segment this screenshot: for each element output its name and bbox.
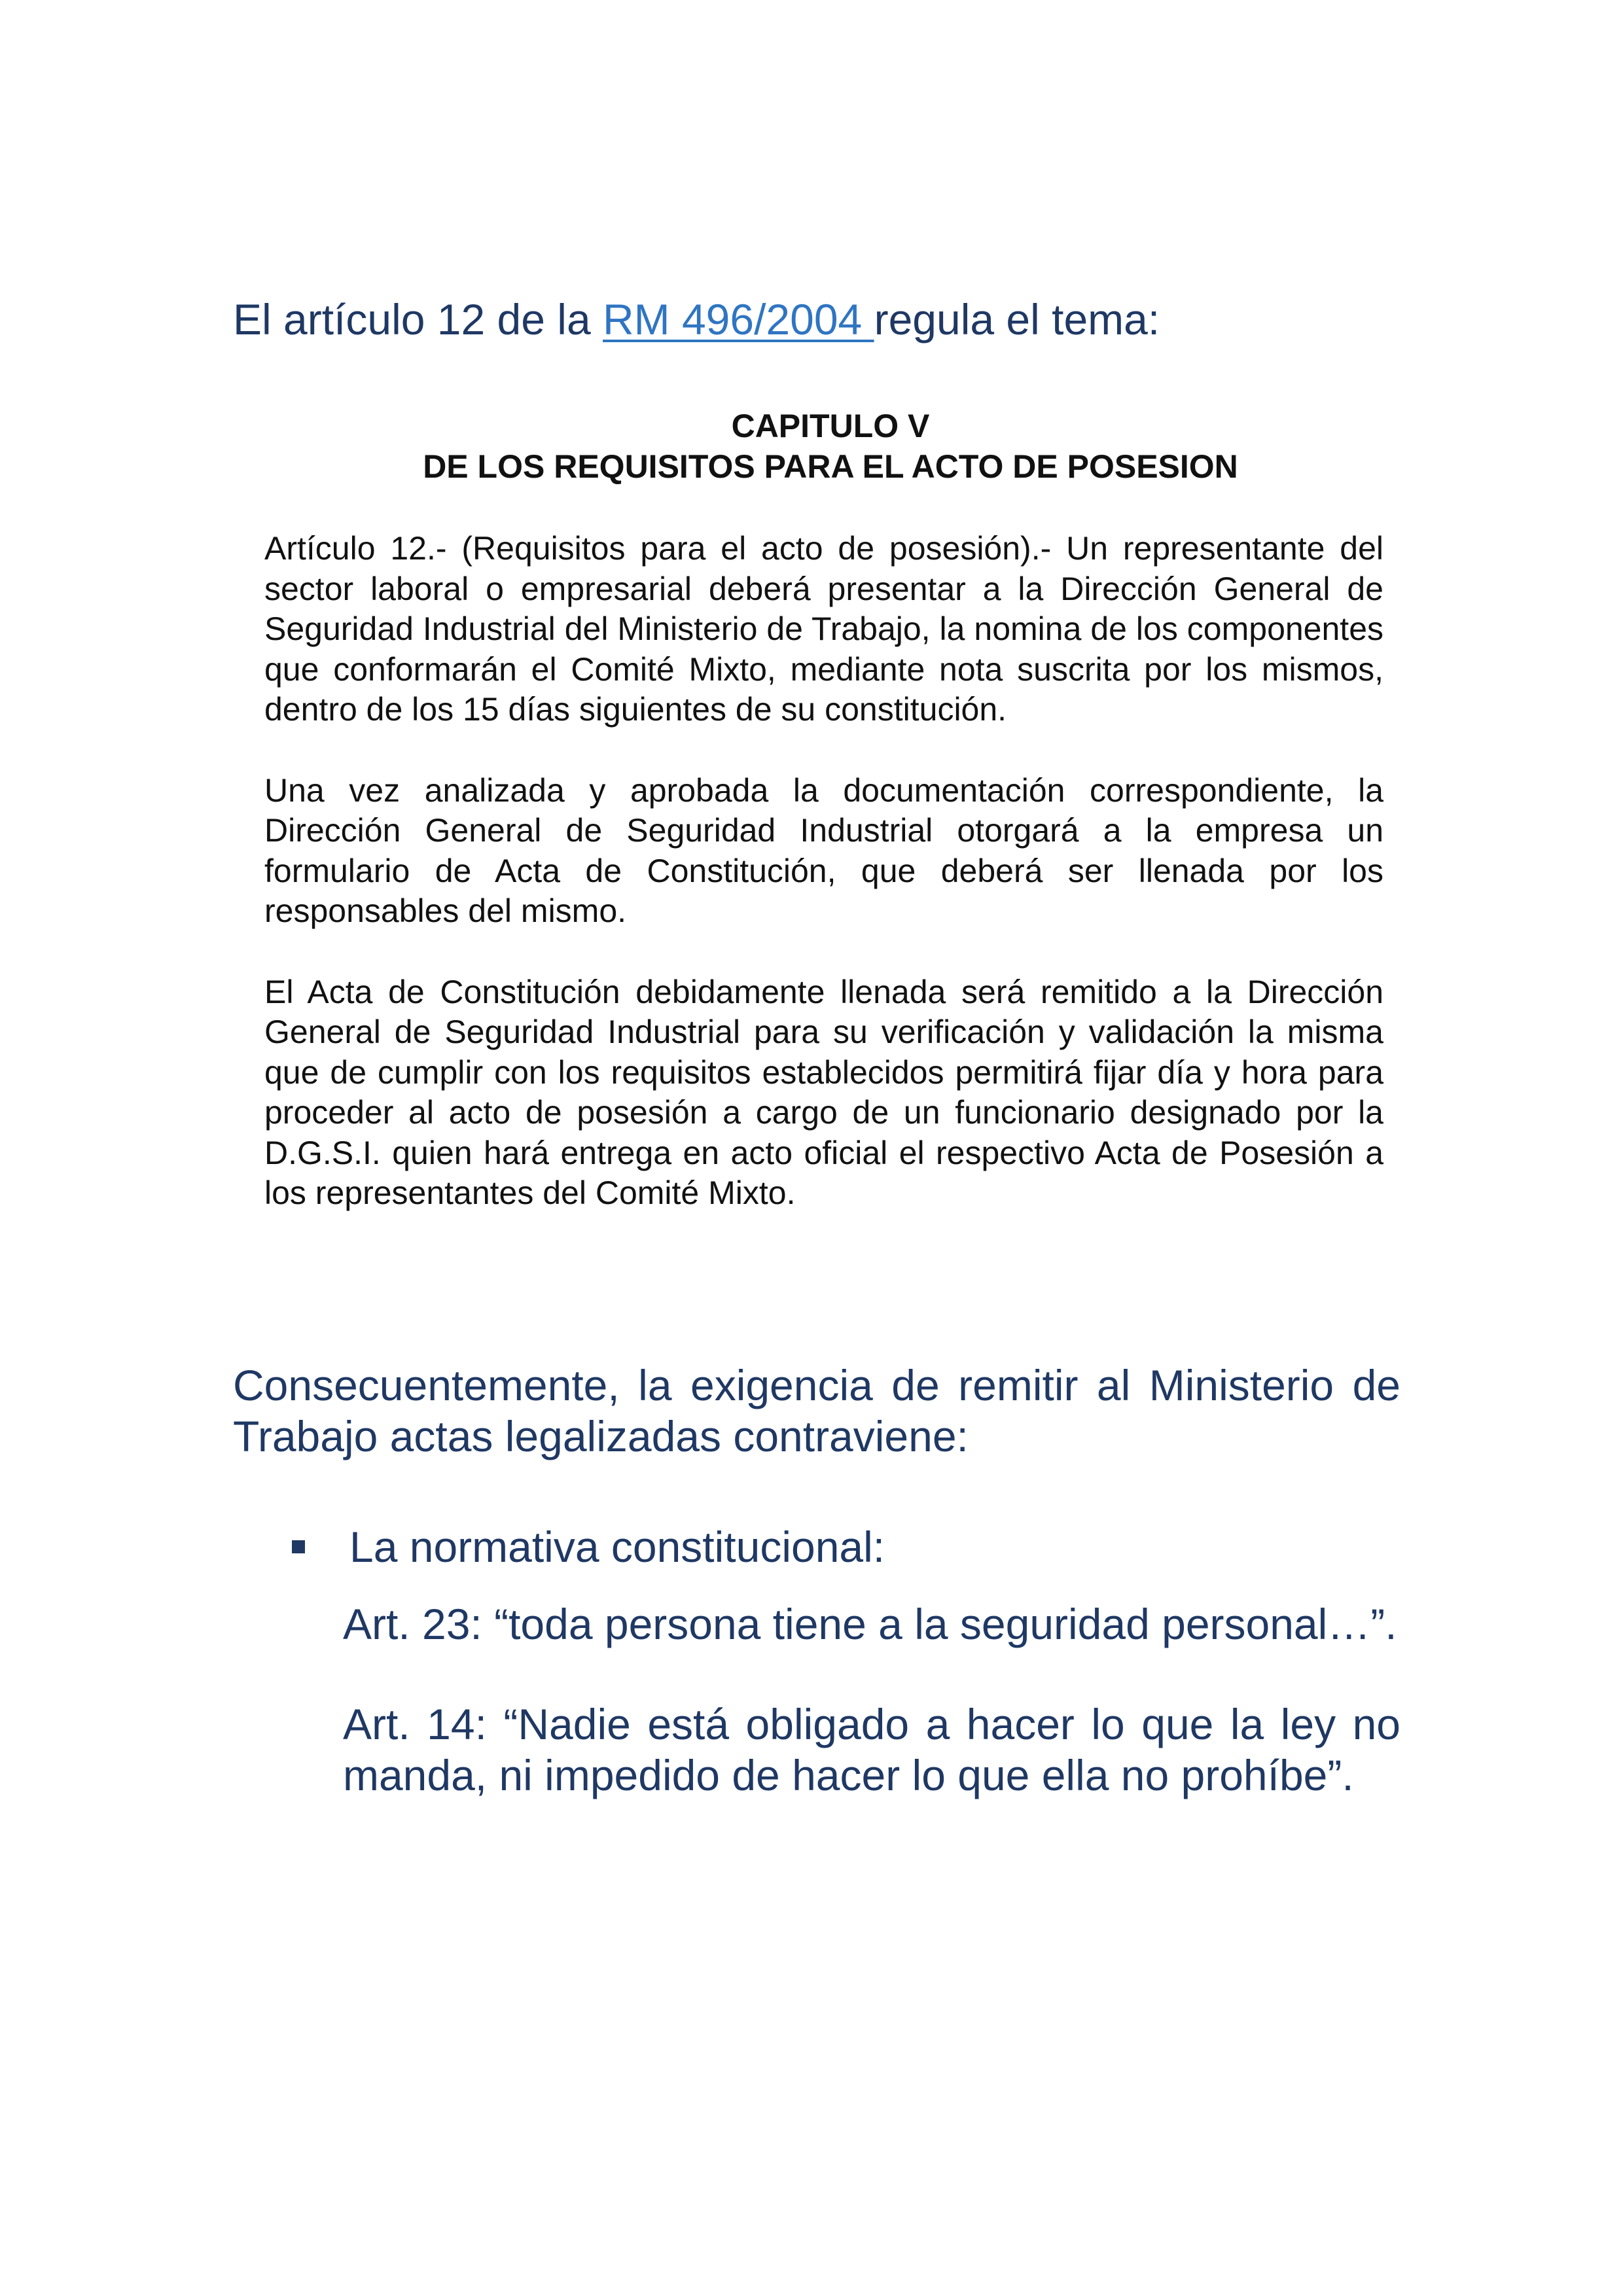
rm-496-2004-link[interactable]: RM 496/2004 [603,295,874,344]
chapter-title: CAPITULO V [731,408,930,444]
article-12-paragraph: Artículo 12.- (Requisitos para el acto de posesión).- Un representante del sector laboral o empresarial deberá presentar a la Dirección General de Seguridad Industrial del Ministerio de Trabajo, la nomina de los componentes que conformarán el Comité Mixto, mediante nota suscrita por los mismos, dentro de los 15 días siguientes de su constitución. [264,530,1383,728]
consequence-paragraph: Consecuentemente, la exigencia de remitir al Ministerio de Trabajo actas legalizadas contraviene: [233,1361,1400,1460]
intro-text-after: regula el tema: [874,295,1160,344]
article-14-citation: Art. 14: “Nadie está obligado a hacer lo que la ley no manda, ni impedido de hacer lo que ella no prohíbe”. [343,1700,1400,1799]
bullet-item [292,1518,885,1576]
intro-line [233,291,1411,348]
chapter-subtitle: DE LOS REQUISITOS PARA EL ACTO DE POSESION [423,448,1238,485]
intro-text-before: El artículo 12 de la [233,295,603,344]
quoted-regulation [264,406,1383,1214]
approval-paragraph: Una vez analizada y aprobada la documentación correspondiente, la Dirección General de Seguridad Industrial otorgará a la empresa un formulario de Acta de Constitución, que deberá ser llenada por los responsables del mismo. [264,771,1383,929]
bullet-label: La normativa constitucional: [349,1523,885,1571]
article-23-citation: Art. 23: “toda persona tiene a la seguridad personal…”. [343,1600,1397,1648]
square-bullet-icon [292,1540,305,1553]
verification-paragraph: El Acta de Constitución debidamente llenada será remitido a la Dirección General de Seguridad Industrial para su verificación y validación la misma que de cumplir con los requisitos establecidos permitirá fijar día y hora para proceder al acto de posesión a cargo de un funcionario designado por la D.G.S.I. quien hará entrega en acto oficial el respectivo Acta de Posesión a los representantes del Comité Mixto. [264,973,1383,1211]
